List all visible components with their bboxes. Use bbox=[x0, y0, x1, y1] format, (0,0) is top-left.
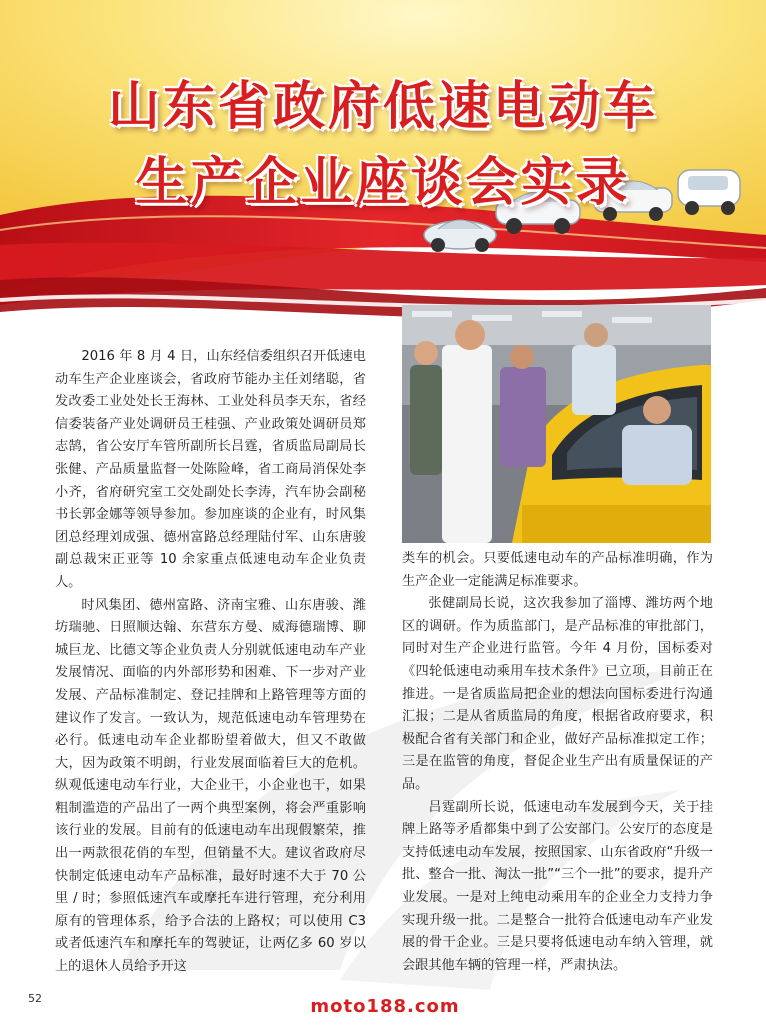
paragraph-zhang-jian: 张健副局长说，这次我参加了淄博、潍坊两个地区的调研。作为质监部门，是产品标准的审批部门，同时对生产企业进行监管。今年 4 月份，国标委对《四轮低速电动乘用车技术条件》已立项，目前正在推进。一是省质监局把企业的想法向国标委进行沟通汇报；二是从省质监局的角度，根据省政府要求，积极配合省有关部门和企业，做好产品标准拟定工作；三是在监管的角度，督促企业生产出有质量保证的产品。 bbox=[402, 596, 713, 792]
article-title-line-1: 山东省政府低速电动车 bbox=[107, 77, 658, 137]
paragraph-continuation: 类车的机会。只要低速电动车的产品标准明确，作为生产企业一定能满足标准要求。 bbox=[402, 551, 713, 589]
article-column-left bbox=[55, 346, 366, 979]
page-number: 52 bbox=[28, 992, 42, 1005]
header-banner bbox=[0, 0, 766, 340]
paragraph-lv-ting: 吕霆副所长说，低速电动车发展到今天，关于挂牌上路等矛盾都集中到了公安部门。公安厅的态度是支持低速电动车发展，按照国家、山东省政府“升级一批、整合一批、淘汰一批”“三个一批”的要求，提升产业发展。一是对上纯电动乘用车的企业全力支持力争实现升级一批。二是整合一批符合低速电动车产业发展的骨干企业。三是只要将低速电动车纳入管理，就会跟其他车辆的管理一样，严肃执法。 bbox=[402, 799, 713, 973]
article-column-right bbox=[402, 548, 713, 977]
event-photo bbox=[402, 305, 711, 543]
site-url[interactable]: moto188.com bbox=[310, 996, 460, 1017]
paragraph-intro: 2016 年 8 月 4 日，山东经信委组织召开低速电动车生产企业座谈会，省政府节能办主任刘绪聪，省发改委工业处处长王海林、工业处科员李天东，省经信委装备产业处调研员王桂强、产业政策处调研员郑志鹄，省公安厅车管所副所长吕霆，省质监局副局长张健、产品质量监督一处陈险峰，省工商局消保处李小齐，省府研究室工交处副处长李涛，汽车协会副秘书长郭金娜等领导参加。参加座谈的企业有，时风集团总经理刘成强、德州富路总经理陆付军、山东唐骏副总裁宋正亚等 10 余家重点低速电动车企业负责人。 bbox=[55, 349, 366, 590]
article-title-line-2: 生产企业座谈会实录 bbox=[135, 153, 631, 213]
photo-scene bbox=[402, 305, 711, 543]
paragraph-enterprises: 时风集团、德州富路、济南宝雅、山东唐骏、潍坊瑞驰、日照顺达翰、东营东方曼、威海德瑞博、聊城巨龙、比德文等企业负责人分别就低速电动车产业发展情况、面临的内外部形势和困难、下一步对产业发展、产品标准制定、登记挂牌和上路管理等方面的建议作了发言。一致认为，规范低速电动车管理势在必行。低速电动车企业都盼望着做大，但又不敢做大，因为政策不明朗，行业发展面临着巨大的危机。纵观低速电动车行业，大企业干，小企业也干，如果粗制滥造的产品出了一两个典型案例，将会严重影响该行业的发展。目前有的低速电动车出现假繁荣，推出一两款很花俏的车型，但销量不大。建议省政府尽快制定低速电动车产品标准，最好时速不大于 70 公里 / 时；参照低速汽车或摩托车进行管理，充分利用原有的管理体系，给予合法的上路权；可以使用 C3 或者低速汽车和摩托车的驾驶证，让两亿多 60 岁以上的退休人员给予开这 bbox=[55, 597, 366, 975]
